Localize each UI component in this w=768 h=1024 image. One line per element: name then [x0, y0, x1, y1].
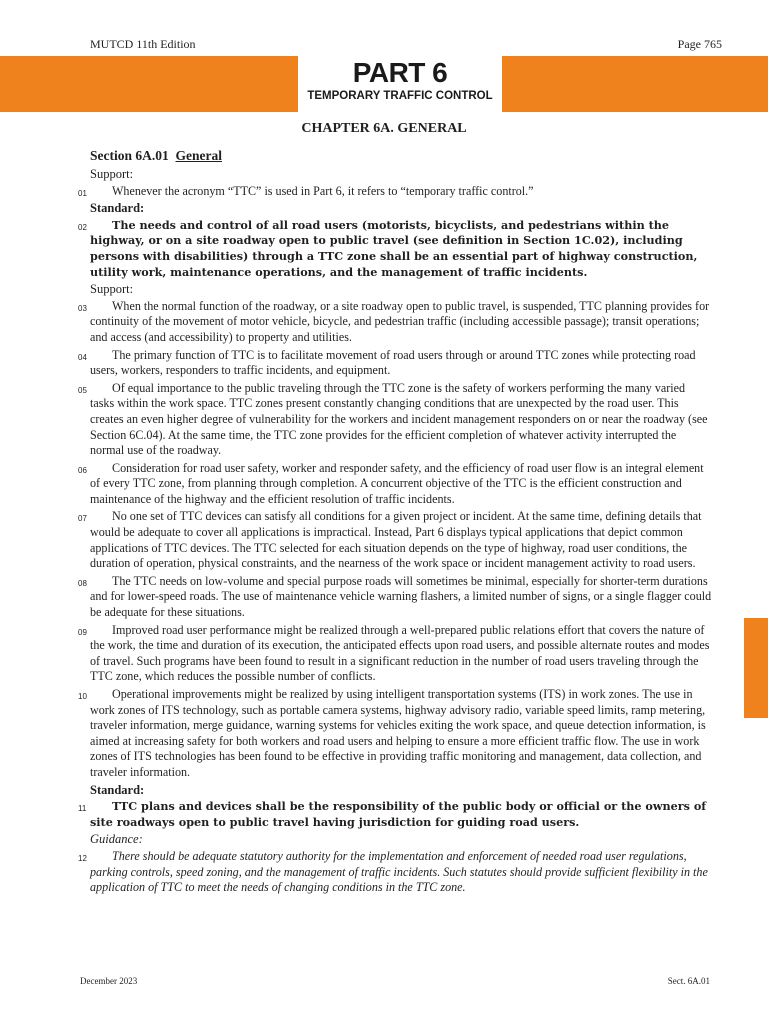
paragraph-text: There should be adequate statutory authority for the implementation and enforcement of needed road user regulations, parking controls, speed zoning, and the management of traffic incidents. Such statutes should provide sufficient flexibility in the application of TTC to meet the needs of changing conditions in the TTC zone. [90, 848, 708, 895]
chapter-thumb-tab [744, 618, 768, 718]
paragraph-number: 07 [78, 514, 87, 524]
paragraph-07 [78, 509, 712, 571]
paragraph-01 [78, 183, 712, 200]
running-header-page-number: Page 765 [677, 37, 722, 51]
paragraph-text: The needs and control of all road users (motorists, bicyclists, and pedestrians within the highway, or on a site roadway open to public travel (see definition in Section 1C.02), including persons with disabilities) through a TTC zone shall be an essential part of highway construction, utility work, maintenance operations, and the management of traffic incidents. [90, 217, 698, 279]
part-title: PART 6 [352, 57, 448, 88]
banner-accent-right [502, 56, 768, 112]
standard-label: Standard: [90, 201, 145, 216]
paragraph-11 [78, 799, 712, 830]
chapter-heading: CHAPTER 6A. GENERAL [301, 121, 467, 136]
standard-label: Standard: [90, 782, 145, 797]
section-heading [90, 148, 712, 164]
guidance-label: Guidance: [90, 832, 143, 847]
paragraph-02 [78, 217, 712, 280]
paragraph-12 [78, 848, 712, 896]
footer-date: December 2023 [80, 976, 138, 986]
paragraph-text: No one set of TTC devices can satisfy all conditions for a given project or incident. At the same time, defining details that would be adequate to cover all applications is impractical. Instead, Part 6 displays typical applications that depict common applications of TTC devices. The TTC selected for each situation depends on the type of highway, road user conditions, the duration of operation, physical constraints, and the nearness of the work space or incident management activity to road users. [90, 509, 702, 571]
page-body [78, 148, 712, 898]
paragraph-text: The primary function of TTC is to facilitate movement of road users through or around TTC zones while protecting road users, workers, responders to traffic incidents, and equipment. [90, 347, 696, 378]
banner-accent-left [0, 56, 298, 112]
support-label: Support: [90, 167, 134, 181]
paragraph-number: 09 [78, 627, 87, 637]
paragraph-number: 03 [78, 303, 87, 313]
part-subtitle: TEMPORARY TRAFFIC CONTROL [307, 90, 493, 102]
paragraph-text: Consideration for road user safety, worker and responder safety, and the efficiency of road user flow is an integral element of every TTC zone, from planning through completion. A concurrent objective of the TTC is the efficient construction and maintenance of the highway and the efficient resolution of traffic incidents. [90, 460, 704, 506]
paragraph-number: 12 [78, 853, 87, 863]
paragraph-text: Whenever the acronym “TTC” is used in Part 6, it refers to “temporary traffic control.” [112, 183, 534, 198]
paragraph-text: When the normal function of the roadway, or a site roadway open to public travel, is suspended, TTC planning provides for continuity of the movement of motor vehicle, bicycle, and pedestrian traffic (including accessible passage); transit operations; and access (and accessibility) to property and utilities. [90, 298, 710, 344]
paragraph-06 [78, 460, 712, 508]
paragraph-number: 01 [78, 188, 87, 198]
running-header-edition: MUTCD 11th Edition [90, 37, 196, 51]
footer-section-reference: Sect. 6A.01 [667, 976, 710, 986]
paragraph-number: 05 [78, 385, 87, 395]
paragraph-04 [78, 347, 712, 379]
paragraph-text: Improved road user performance might be realized through a well-prepared public relations effort that covers the nature of the work, the time and duration of its execution, the anticipated effects upon road users, and possible alternate routes and modes of travel. Such programs have been found to result in a significant reduction in the number of road users traveling through the TTC zone, which reduces the possible number of conflicts. [90, 622, 710, 684]
paragraph-text: TTC plans and devices shall be the responsibility of the public body or official or the owners of site roadways open to public travel having jurisdiction for guiding road users. [90, 799, 707, 829]
section-name: General [175, 148, 222, 163]
paragraph-05 [78, 380, 712, 459]
paragraph-number: 08 [78, 578, 87, 588]
paragraph-number: 11 [78, 804, 87, 814]
section-number: Section 6A.01 [90, 148, 169, 163]
paragraph-09 [78, 622, 712, 685]
paragraph-number: 06 [78, 465, 87, 475]
paragraph-text: Operational improvements might be realized by using intelligent transportation systems (ITS) in work zones. The use in work zones of ITS technology, such as portable camera systems, highway advisory radio, variable speed limits, ramp metering, traveler information, merge guidance, warning systems for vehicles exiting the work space, and queue detection information, is aimed at increasing safety for both workers and road users and helping to ensure a more efficient traffic flow. The use in work zones of ITS technologies has been found to be effective in providing traffic monitoring and management, data collection, and traveler information. [90, 687, 706, 779]
paragraph-number: 10 [78, 692, 87, 701]
paragraph-03 [78, 298, 712, 346]
paragraph-08 [78, 573, 712, 621]
paragraph-text: The TTC needs on low-volume and special purpose roads will sometimes be minimal, especially for shorter-term durations and for lower-speed roads. The use of maintenance vehicle warning flashers, a limited number of signs, or a single flagger could be adequate for these situations. [90, 573, 712, 620]
paragraph-10 [78, 687, 712, 781]
support-label: Support: [90, 282, 134, 297]
paragraph-number: 04 [78, 352, 87, 362]
paragraph-text: Of equal importance to the public traveling through the TTC zone is the safety of workers performing the many varied tasks within the work space. TTC zones present constantly changing conditions that are unexpected by the road user. This creates an even higher degree of vulnerability for the workers and incident management responders on or near the roadway (see Section 6C.04). At the same time, the TTC zone provides for the efficient completion of whatever activity interrupted the normal use of the roadway. [90, 380, 708, 458]
paragraph-number: 02 [78, 222, 87, 232]
